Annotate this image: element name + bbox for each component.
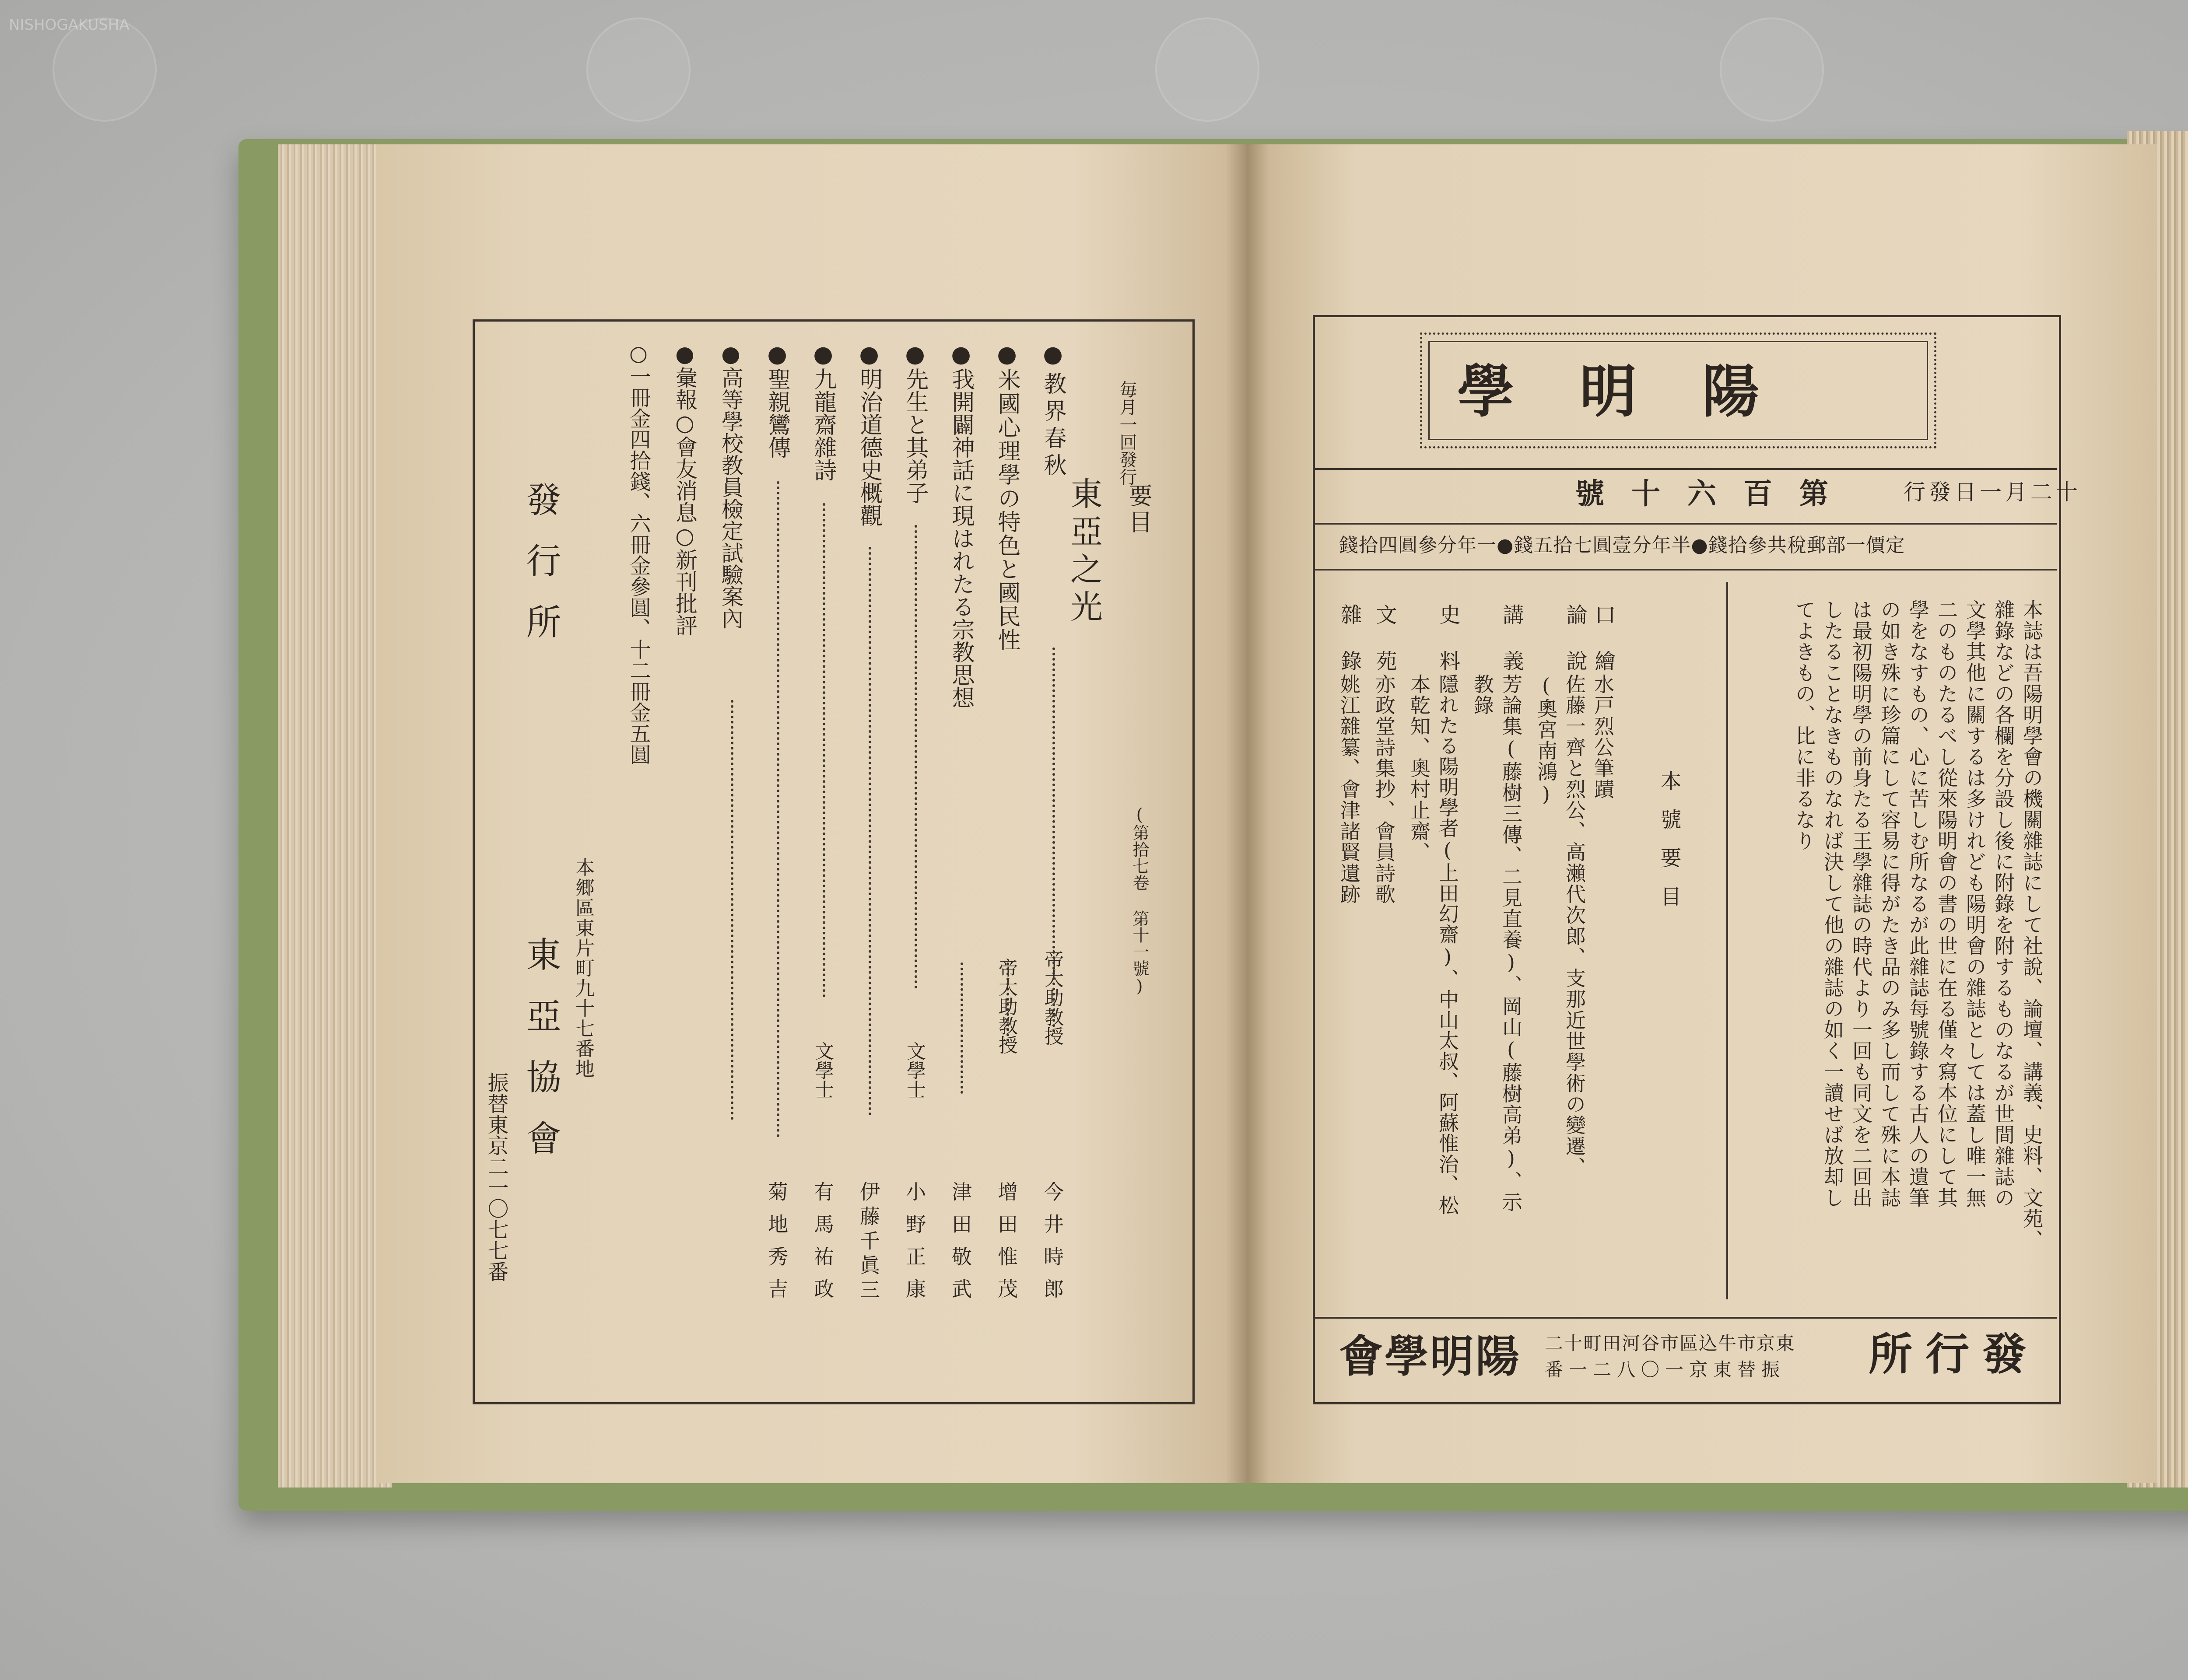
section-entry: (奧宮南鴻) — [1534, 674, 1558, 807]
publisher-label: 發行所 — [1869, 1328, 2039, 1380]
article-title: ●我開闢神話に現はれたる宗教思想 — [948, 341, 974, 709]
watermark-icon — [1155, 18, 1259, 122]
section-label: 史料 — [1436, 604, 1460, 696]
publisher-account: 振替東京一〇八二一番 — [1545, 1359, 1786, 1380]
section-label: 口繪 — [1591, 604, 1616, 696]
intro-line: 雜錄などの各欄を分設し後に附錄を附するものなるが世間雜誌の — [1992, 599, 2015, 1208]
volume-note: (第拾七卷 第十一號) — [1130, 805, 1149, 996]
section-entry: 本乾知、奧村止齋、 — [1407, 674, 1431, 863]
publisher-name: 陽明學會 — [1339, 1330, 1521, 1382]
page-edges-left — [278, 144, 392, 1488]
section-entry: 隱れたる陽明學者(上田幻齋)、中山太叔、阿蘇惟治、松 — [1436, 674, 1459, 1215]
section-entry: 姚江雜纂、會津諸賢遺跡 — [1337, 674, 1361, 905]
section-entry: 教錄 — [1471, 674, 1494, 716]
article-title: ●彙報○會友消息○新刊批評 — [672, 341, 698, 636]
frequency-note: 毎月一回發行 — [1117, 381, 1137, 486]
article-title: ●米國心理學の特色と國民性 — [994, 341, 1020, 652]
article-title: ●聖親鸞傳 — [764, 341, 790, 458]
intro-line: は最初陽明學の前身たる王學雜誌の時代より一回も同文を二回出 — [1849, 599, 1873, 1208]
section-label: 講義 — [1499, 604, 1524, 696]
leader-dots — [777, 481, 779, 1138]
publisher-address: 本郷區東片町九十七番地 — [572, 858, 594, 1079]
contents-label: 要目 — [1125, 483, 1153, 536]
section-label: 雜錄 — [1337, 604, 1362, 696]
publisher-name: 東亞協會 — [520, 936, 561, 1181]
divider — [1313, 468, 2057, 470]
divider — [1313, 569, 2057, 570]
price-line: 定價一部郵稅共參拾錢●半年分壹圓七拾五錢●一年分參圓四拾錢 — [1339, 534, 1905, 556]
magazine-masthead: 東亞之光 — [1065, 477, 1103, 627]
subscription-price: ○一冊金四拾錢、六冊金參圓、十二冊金五圓 — [626, 341, 651, 765]
section-entry: 水戸烈公筆蹟 — [1591, 674, 1615, 800]
watermark-icon — [586, 18, 691, 122]
intro-line: 文學其他に關するは多けれども陽明會の雜誌としては蓋し唯一無 — [1963, 599, 1987, 1208]
issue-number: 第百六十號 — [1575, 476, 1855, 511]
column-divider — [1726, 582, 1728, 1299]
transfer-account: 振替東京二一〇七七番 — [484, 1072, 508, 1282]
author: 今井時郎 — [1041, 1181, 1064, 1311]
leader-dots — [1052, 648, 1055, 1032]
author: 津田敬武 — [949, 1181, 972, 1311]
article-title: ●高等學校教員檢定試驗案內 — [718, 341, 743, 629]
section-entry: 亦政堂詩集抄、會員詩歌 — [1372, 674, 1396, 905]
author-title: 帝大助教授 — [1041, 949, 1063, 1046]
article-title: ●先生と其弟子 — [902, 341, 928, 504]
intro-line: てよきもの、比に非るなり — [1792, 599, 1816, 851]
divider — [1313, 523, 2057, 525]
intro-line: 本誌は吾陽明學會の機關雜誌にして社說、論壇、講義、史料、文苑、 — [2020, 599, 2044, 1250]
author: 小野正康 — [903, 1181, 926, 1311]
author-title: 文學士 — [811, 1041, 834, 1099]
author: 增田惟茂 — [995, 1181, 1018, 1311]
contents-heading: 本號要目 — [1657, 770, 1681, 924]
watermark-icon — [1720, 18, 1824, 122]
divider — [1313, 1317, 2057, 1319]
leader-dots — [731, 700, 733, 1120]
section-entry: 芳論集(藤樹三傳、二見直養)、岡山(藤樹高弟)、示 — [1499, 674, 1523, 1213]
publisher-address: 東京市牛込區市谷河田町十二 — [1545, 1333, 1795, 1354]
publisher-label: 發行所 — [520, 481, 561, 665]
author: 伊藤千眞三 — [857, 1181, 880, 1304]
watermark-text: NISHOGAKUSHA — [9, 16, 130, 34]
author: 有馬祐政 — [811, 1181, 835, 1311]
article-title: ●教界春秋 — [1040, 341, 1066, 480]
leader-dots — [961, 962, 963, 1094]
author-title: 文學士 — [903, 1041, 926, 1099]
intro-line: の如き殊に珍篇にして容易に得がたき品のみ多し而して殊に本誌 — [1878, 599, 1901, 1208]
leader-dots — [823, 503, 825, 998]
author: 菊地秀吉 — [765, 1181, 789, 1311]
section-entry: 佐藤一齊と烈公、高瀨代次郎、支那近世學術の變遷、 — [1563, 674, 1586, 1178]
section-label: 文苑 — [1372, 604, 1397, 696]
leader-dots — [915, 525, 917, 989]
issue-date-line: 十二月一日發行 — [1904, 480, 2081, 505]
leader-dots — [869, 547, 871, 1116]
book-gutter — [1225, 144, 1269, 1483]
intro-line: 學をなすもの、心に苦しむ所なるが此雜誌每號錄する古人の遺筆 — [1906, 599, 1930, 1208]
intro-line: 二のものたるべし從來陽明會の書の世に在る僅々寫本位にして其 — [1935, 599, 1958, 1208]
magazine-title: 陽明學 — [1457, 358, 1825, 425]
article-title: ●明治道德史概觀 — [856, 341, 882, 527]
section-label: 論說 — [1563, 604, 1587, 696]
leader-dots — [1006, 962, 1009, 1041]
article-title: ●九龍齋雜詩 — [810, 341, 836, 481]
author-title: 帝大助教授 — [995, 958, 1017, 1054]
intro-line: したることなきものなれば決して他の雜誌の如く一讀せば放却し — [1821, 599, 1844, 1208]
